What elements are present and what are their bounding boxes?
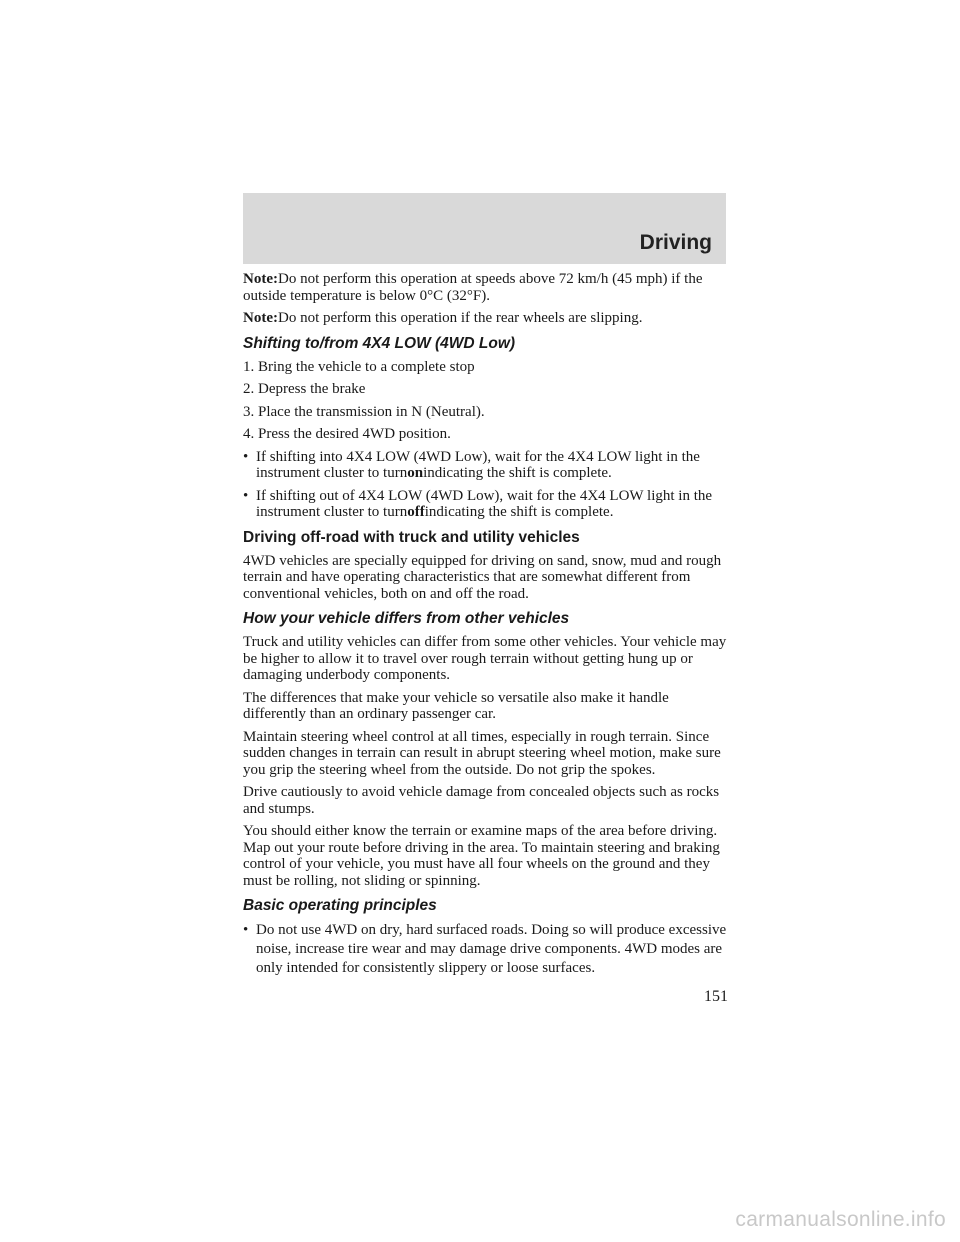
- bullet-glyph: •: [243, 487, 249, 504]
- bullet-text: Do not use 4WD on dry, hard surfaced roads. Doing so will produce excessive noise, increase tire wear and may damage drive components. 4WD modes are only intended for consistently slippery or loose surfaces.: [256, 922, 727, 976]
- note-speed: [243, 271, 731, 304]
- differs-paragraph: Truck and utility vehicles can differ from some other vehicles. Your vehicle may be higher to allow it to travel over rough terrain without getting hung up or damaging underbody components.: [243, 634, 727, 683]
- differs-paragraph: The differences that make your vehicle so versatile also make it handle differently than an ordinary passenger car.: [243, 689, 669, 722]
- heading-offroad: Driving off-road with truck and utility vehicles: [243, 528, 580, 546]
- principles-bullets: [243, 921, 731, 978]
- bullet-text: If shifting out of 4X4 LOW (4WD Low), wait for the 4X4 LOW light in the instrument cluster to turn: [256, 487, 713, 520]
- note-text: Do not perform this operation if the rear wheels are slipping.: [277, 310, 643, 326]
- emphasis-off: off: [407, 504, 425, 520]
- bullet-glyph: •: [243, 448, 249, 465]
- offroad-paragraph: 4WD vehicles are specially equipped for driving on sand, snow, mud and rough terrain and have operating characteristics that are somewhat different from conventional vehicles, both on and off the road.: [243, 552, 722, 602]
- watermark: carmanualsonline.info: [735, 1208, 946, 1231]
- note-label: Note:: [243, 271, 278, 287]
- heading-shifting: Shifting to/from 4X4 LOW (4WD Low): [243, 334, 516, 352]
- heading-differs: How your vehicle differs from other vehicles: [243, 610, 570, 627]
- bullet-item: [243, 449, 731, 482]
- bullet-text-after: indicating the shift is complete.: [423, 465, 612, 481]
- emphasis-on: on: [407, 465, 424, 481]
- differs-paragraph: Drive cautiously to avoid vehicle damage from concealed objects such as rocks and stumps.: [243, 784, 720, 817]
- differs-paragraph: Maintain steering wheel control at all times, especially in rough terrain. Since sudden changes in terrain can result in abrupt steering wheel motion, make sure you grip the steering wheel from the outside. Do not grip the spokes.: [243, 728, 721, 778]
- shifting-steps: [243, 359, 731, 443]
- shifting-bullets: [243, 449, 731, 521]
- section-title: Driving: [639, 231, 712, 254]
- step-item: 1. Bring the vehicle to a complete stop: [243, 358, 475, 375]
- bullet-text-after: indicating the shift is complete.: [424, 504, 614, 520]
- bullet-item: [243, 488, 731, 521]
- section-header-band: [243, 193, 726, 264]
- page-number: 151: [704, 988, 728, 1005]
- note-label: Note:: [243, 310, 278, 326]
- bullet-text: If shifting into 4X4 LOW (4WD Low), wait for the 4X4 LOW light in the instrument cluster to turn: [256, 448, 700, 481]
- step-item: 4. Press the desired 4WD position.: [243, 426, 451, 442]
- differs-paragraph: You should either know the terrain or examine maps of the area before driving. Map out your route before driving in the area. To maintain steering and braking control of your vehicle, you must have all four wheels on the ground and they must be rolling, not sliding or spinning.: [243, 823, 720, 889]
- page-content: [243, 271, 731, 984]
- bullet-item: [243, 921, 731, 978]
- note-text: Do not perform this operation at speeds above 72 km/h (45 mph) if the outside temperature is below 0°C (32°F).: [243, 271, 703, 304]
- step-item: 3. Place the transmission in N (Neutral).: [243, 403, 485, 420]
- note-slipping: [243, 310, 731, 327]
- bullet-glyph: •: [243, 922, 249, 938]
- heading-principles: Basic operating principles: [243, 897, 437, 914]
- step-item: 2. Depress the brake: [243, 381, 366, 397]
